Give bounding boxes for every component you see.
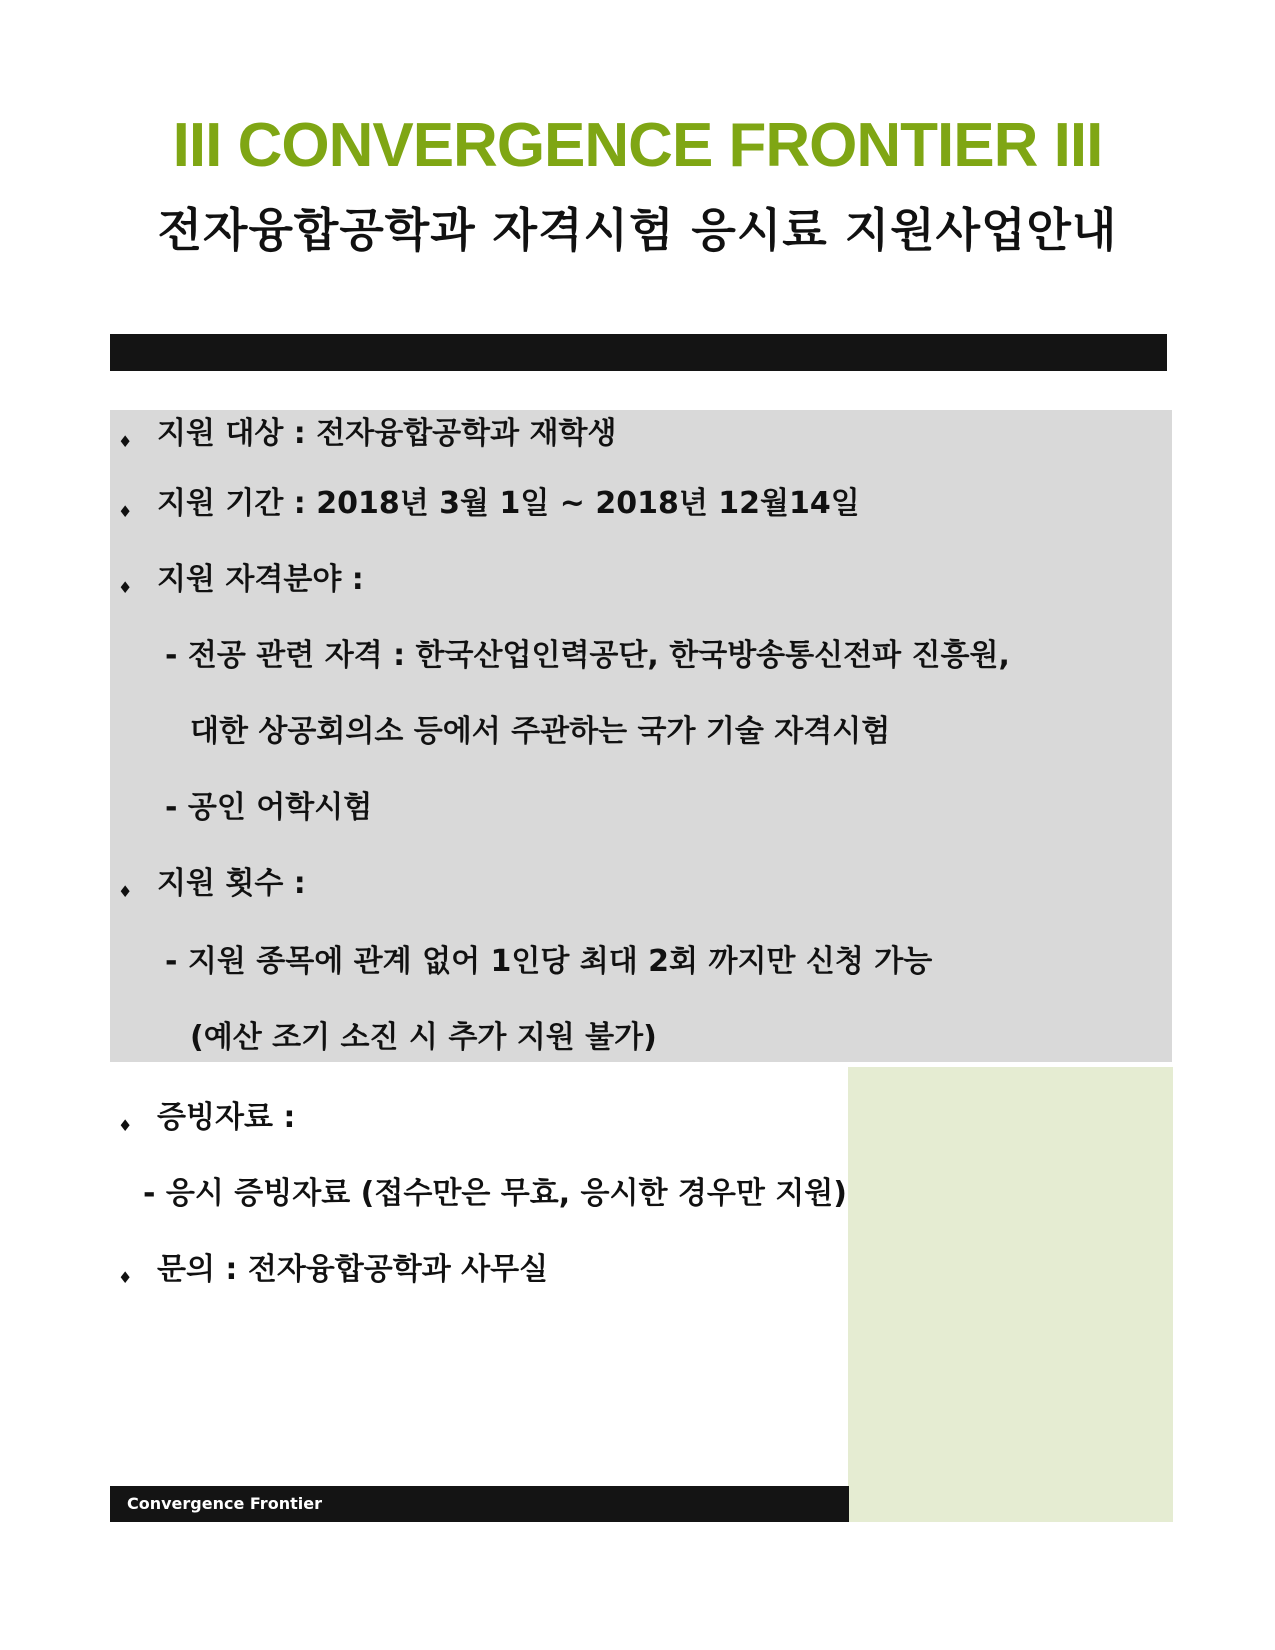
title-english: III CONVERGENCE FRONTIER III	[172, 111, 1103, 180]
support-target-line: 지원 대상 : 전자융합공학과 재학생	[157, 416, 617, 451]
support-fields-item-1: - 전공 관련 자격 : 한국산업인력공단, 한국방송통신전파 진흥원,	[165, 638, 1010, 673]
diamond-bullet-icon: ♦	[118, 502, 133, 521]
evidence-detail: - 응시 증빙자료 (접수만은 무효, 응시한 경우만 지원)	[143, 1176, 847, 1211]
title-korean: 전자융합공학과 자격시험 응시료 지원사업안내	[157, 203, 1118, 257]
support-fields-label: 지원 자격분야 :	[157, 562, 364, 597]
support-fields-item-2: - 공인 어학시험	[165, 790, 373, 825]
support-count-detail: - 지원 종목에 관계 없어 1인당 최대 2회 까지만 신청 가능	[165, 944, 933, 979]
contact-line: 문의 : 전자융합공학과 사무실	[157, 1252, 549, 1287]
green-side-panel	[848, 1067, 1173, 1522]
diamond-bullet-icon: ♦	[118, 1268, 133, 1287]
support-count-note: (예산 조기 소진 시 추가 지원 불가)	[190, 1020, 657, 1055]
diamond-bullet-icon: ♦	[118, 578, 133, 597]
footer-label: Convergence Frontier	[127, 1494, 322, 1513]
diamond-bullet-icon: ♦	[118, 882, 133, 901]
diamond-bullet-icon: ♦	[118, 432, 133, 451]
diamond-bullet-icon: ♦	[118, 1116, 133, 1135]
support-fields-item-1-continued: 대한 상공회의소 등에서 주관하는 국가 기술 자격시험	[190, 714, 891, 749]
support-period-line: 지원 기간 : 2018년 3월 1일 ~ 2018년 12월14일	[157, 486, 860, 521]
evidence-label: 증빙자료 :	[157, 1100, 296, 1135]
header-black-bar	[110, 334, 1167, 371]
support-count-label: 지원 횟수 :	[157, 866, 306, 901]
